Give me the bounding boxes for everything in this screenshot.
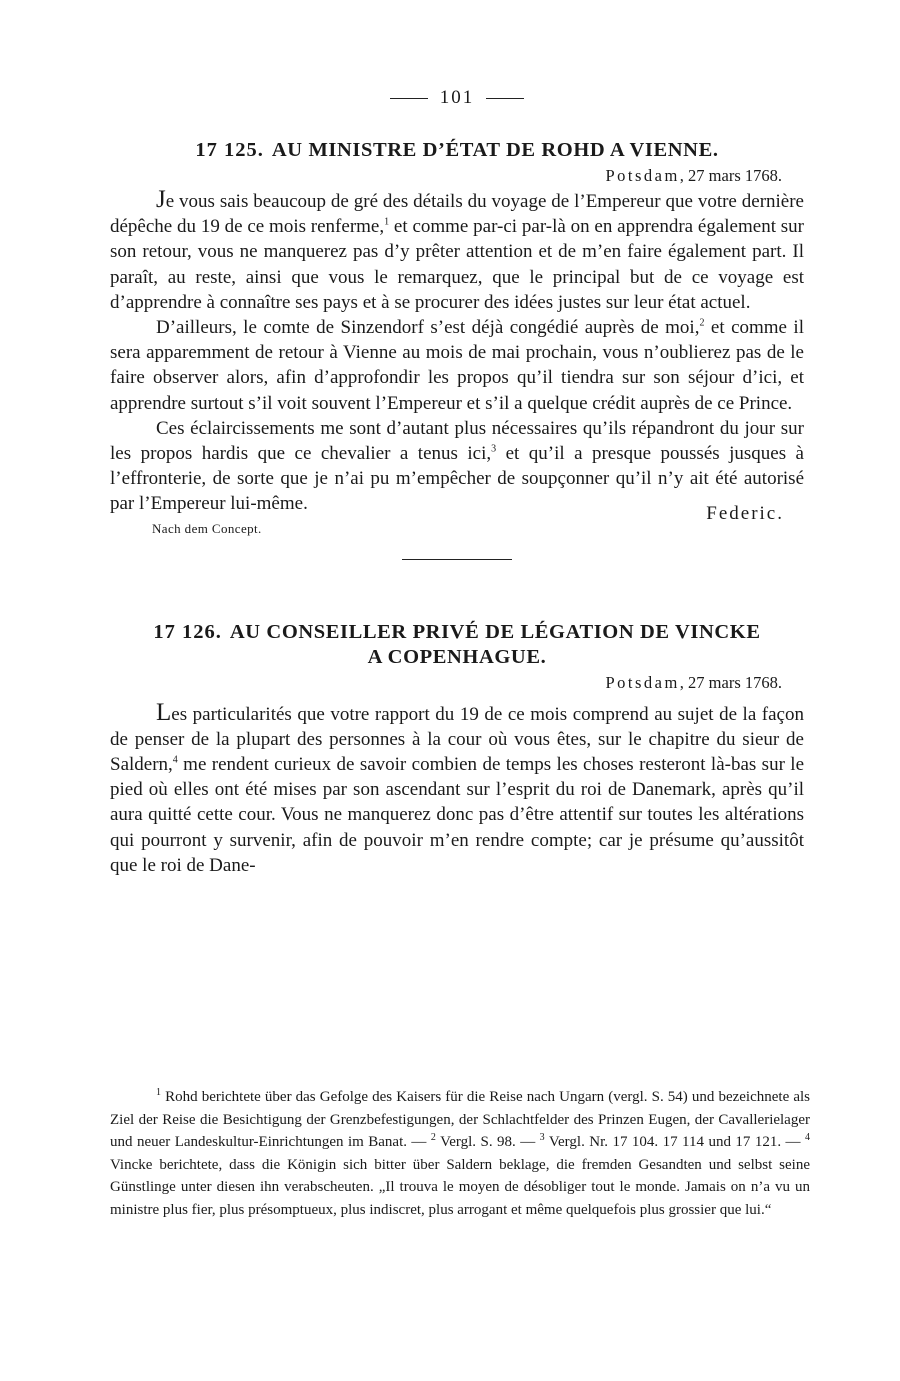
date-place: Potsdam xyxy=(605,672,680,692)
footnote-text: Vergl. Nr. 17 104. 17 114 und 17 121. — xyxy=(544,1134,805,1151)
footnote-reference: 1 xyxy=(384,216,390,228)
initial-letter: L xyxy=(156,698,172,726)
paragraph-text: et qu’il a presque poussés jusques à l’effronterie, de sorte que je n’ai pu m’empêcher de soupçonner qu’il n’y ait été autorisé par l’Empereur lui-même. xyxy=(110,443,804,515)
letter-title: AU CONSEILLER PRIVÉ DE LÉGATION DE VINCKE xyxy=(229,620,761,643)
page-number-text: 101 xyxy=(439,87,475,108)
letter-paragraph xyxy=(110,315,804,416)
letter-paragraph xyxy=(110,187,804,315)
document-page xyxy=(110,84,804,878)
paragraph-text: D’ailleurs, le comte de Sinzendorf s’est déjà congédié auprès de moi, xyxy=(156,317,700,339)
letter-number: 17 126. xyxy=(153,620,222,643)
paragraph-text: e vous sais beaucoup de gré des détails du voyage de l’Empereur que votre dernière dépêche du 19 de ce mois renferme, xyxy=(110,191,804,238)
date-text: , 27 mars 1768. xyxy=(679,672,782,692)
footnote-marker: 1 xyxy=(156,1087,161,1098)
section-divider xyxy=(402,559,512,560)
footnote-reference: 2 xyxy=(699,317,705,329)
page-number xyxy=(110,84,804,112)
page-number-dash-right xyxy=(486,98,524,99)
page-number-dash-left xyxy=(390,98,428,99)
date-place: Potsdam xyxy=(605,166,680,185)
signature: Federic. xyxy=(706,502,784,524)
paragraph-text: me rendent curieux de savoir combien de temps les choses resteront là-bas sur le pied où elles ont été mises par son ascendant sur l’esprit du roi de Danemark, après qu’il aura quitté cette cour. Vous ne manquerez donc pas d’être attentif sur toutes les altérations qui pourront y survenir, afin de pouvoir m’en rendre compte; car je présume qu’aussitôt que le roi de Dane- xyxy=(110,754,804,876)
footnote-text: Vergl. S. 98. — xyxy=(435,1134,540,1151)
paragraph-text: et comme par-ci par-là on en apprendra également sur son retour, vous ne manquerez pas d’y prêter attention et de m’en faire également part. Il paraît, au reste, ainsi que vous le remarquez, que le principal but de ce voyage est d’apprendre à connaître ses pays et à se procurer des idées justes sur leur état actuel. xyxy=(110,216,805,313)
letter-dateline xyxy=(110,672,804,694)
footnote-block xyxy=(110,1086,810,1222)
footnote-text: Vincke berichtete, dass die Königin sich bitter über Saldern beklage, die fremden Gesandten und selbst seine Günstlinge unter diesen ihn verabscheuten. „Il trouva le moyen de désobliger tout le monde. Jamais on n’a vu un ministre plus fier, plus présomptueux, plus indiscret, plus arrogant et même quelquefois plus grossier que lui.“ xyxy=(110,1156,810,1218)
letter-heading xyxy=(110,138,804,163)
letter-heading xyxy=(110,620,804,670)
letter-paragraph xyxy=(110,416,804,517)
date-text: , 27 mars 1768. xyxy=(679,166,782,185)
paragraph-text: Ces éclaircissements me sont d’autant plus nécessaires qu’ils répandront du jour sur les propos hardis que ce chevalier a tenus ici, xyxy=(110,417,804,465)
footnotes xyxy=(110,1086,810,1222)
footnote-marker: 3 xyxy=(539,1132,545,1144)
footnote-marker: 2 xyxy=(430,1132,436,1144)
paragraph-text: et comme il sera apparemment de retour à Vienne au mois de mai prochain, vous n’oublierez pas de le faire observer alors, afin d’approfondir les propos qu’il tiendra sur son séjour d’ici, et apprendre surtout s’il voit souvent l’Empereur et s’il a quelque crédit auprès de ce Prince. xyxy=(110,317,804,414)
source-note: Nach dem Concept. xyxy=(152,520,262,536)
footnote-reference: 3 xyxy=(491,443,497,455)
footnote-text: Rohd berichtete über das Gefolge des Kaisers für die Reise nach Ungarn (vergl. S. 54) und bezeichnete als Ziel der Reise die Besichtigung der Grenzbefestigungen, der Schlachtfelder des Prinzen Eugen, der Cavallerielager und neuer Landeskultur-Einrichtungen im Banat. — xyxy=(110,1089,810,1151)
paragraph-text: es particularités que votre rapport du 19 de ce mois comprend au sujet de la façon de penser de la plupart des personnes à la cour où vous êtes, sur le chapitre du sieur de Saldern, xyxy=(110,703,804,776)
letter-closing xyxy=(110,502,804,539)
letter-dateline xyxy=(110,165,804,187)
letter-title-line2: A COPENHAGUE. xyxy=(367,645,547,668)
footnote-reference: 4 xyxy=(172,754,178,766)
letter-number: 17 125. xyxy=(195,139,264,161)
letter-title: AU MINISTRE D’ÉTAT DE ROHD A VIENNE. xyxy=(271,139,719,161)
letter-paragraph xyxy=(110,700,804,878)
footnote-marker: 4 xyxy=(805,1132,810,1144)
initial-letter: J xyxy=(156,186,166,213)
